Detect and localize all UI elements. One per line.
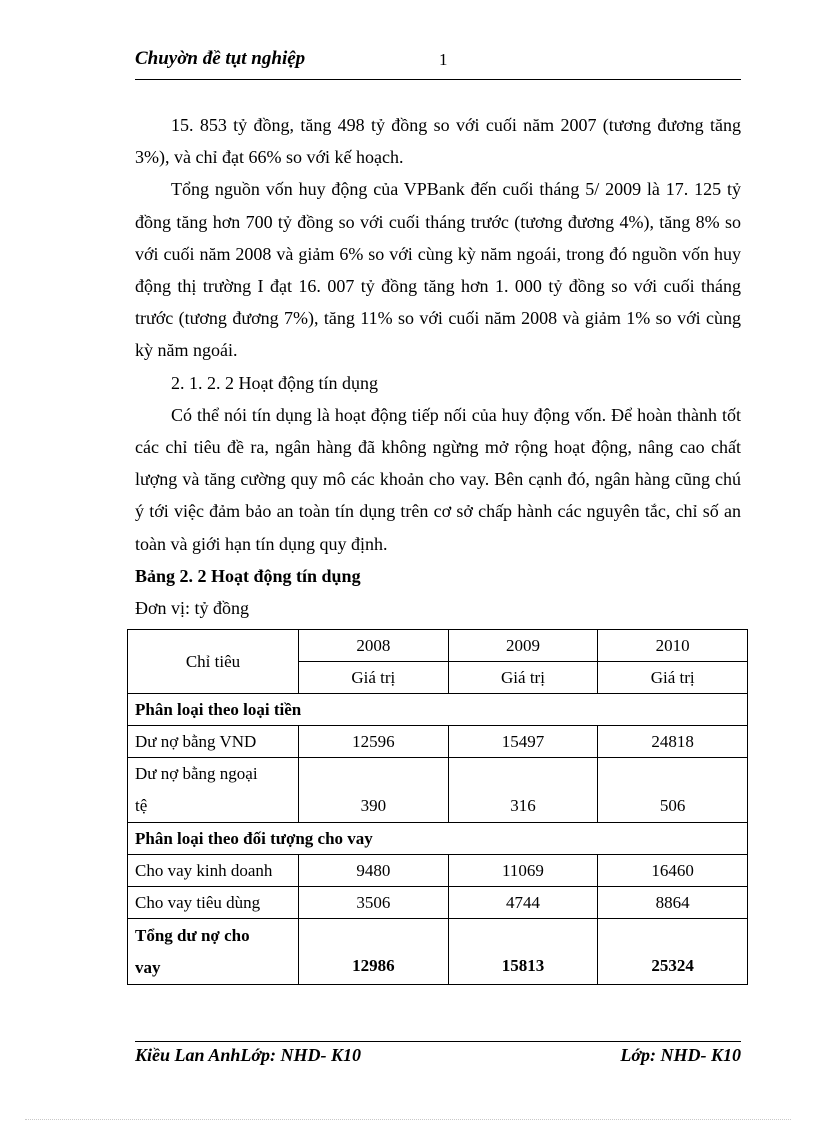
cell-value: 16460 (598, 855, 748, 887)
table-unit: Đơn vị: tỷ đồng (135, 598, 250, 619)
header-divider (135, 79, 741, 80)
cell-value: 390 (299, 758, 449, 823)
footer-divider (135, 1041, 741, 1042)
header-title: Chuyờn đề tụt nghiệp (135, 48, 306, 69)
footer-author: Kiều Lan AnhLớp: NHD- K10 (135, 1045, 362, 1065)
row-label: Cho vay kinh doanh (128, 855, 299, 887)
page-header (135, 46, 741, 76)
footer-class: Lớp: NHD- K10 (620, 1045, 741, 1065)
page-edge (25, 1119, 791, 1120)
header-indicator: Chỉ tiêu (128, 630, 299, 694)
section-currency: Phân loại theo loại tiền (128, 694, 748, 726)
cell-value: 316 (448, 758, 598, 823)
section-borrower: Phân loại theo đối tượng cho vay (128, 823, 748, 855)
paragraph-3: Có thể nói tín dụng là hoạt động tiếp nối của huy động vốn. Để hoàn thành tốt các chỉ tiêu đề ra, ngân hàng đã không ngừng mở rộng hoạt động, nâng cao chất lượng và tăng cường quy mô các khoản cho vay. Bên cạnh đó, ngân hàng cũng chú ý tới việc đảm bảo an toàn tín dụng trên cơ sở chấp hành các nguyên tắc, chỉ số an toàn và giới hạn tín dụng quy định. (135, 404, 741, 554)
year-2009: 2009 (448, 630, 598, 662)
row-label (128, 758, 299, 823)
cell-value: 15813 (448, 919, 598, 985)
cell-value: 25324 (598, 919, 748, 985)
section-heading: 2. 1. 2. 2 Hoạt động tín dụng (171, 372, 378, 393)
cell-value: 8864 (598, 887, 748, 919)
paragraph-1: 15. 853 tỷ đồng, tăng 498 tỷ đồng so với cuối năm 2007 (tương đương tăng 3%), và chỉ đạt 66% so với kế hoạch. (135, 115, 741, 168)
year-2008: 2008 (299, 630, 449, 662)
row-label: Cho vay tiêu dùng (128, 887, 299, 919)
cell-value: 506 (598, 758, 748, 823)
year-2010: 2010 (598, 630, 748, 662)
row-label-line2: vay (135, 957, 161, 977)
value-label-2008: Giá trị (299, 662, 449, 694)
table-row (128, 887, 748, 919)
table-caption: Bảng 2. 2 Hoạt động tín dụng (135, 565, 361, 586)
cell-value: 11069 (448, 855, 598, 887)
value-label-2009: Giá trị (448, 662, 598, 694)
row-label-line1: Tổng dư nợ cho (135, 925, 250, 945)
cell-value: 4744 (448, 887, 598, 919)
cell-value: 12596 (299, 726, 449, 758)
paragraph-2: Tổng nguồn vốn huy động của VPBank đến cuối tháng 5/ 2009 là 17. 125 tỷ đồng tăng hơn 700 tỷ đồng so với cuối tháng trước (tương đương 4%), tăng 8% so với cuối năm 2008 và giảm 6% so với cùng kỳ năm ngoái, trong đó nguồn vốn huy động thị trường I đạt 16. 007 tỷ đồng tăng hơn 1. 000 tỷ đồng so với cuối tháng trước (tương đương 7%), tăng 11% so với cuối năm 2008 và giảm 1% so với cùng kỳ năm ngoái. (135, 179, 741, 361)
table-row-total (128, 919, 748, 985)
table-row (128, 855, 748, 887)
row-label: Dư nợ bằng VND (128, 726, 299, 758)
cell-value: 24818 (598, 726, 748, 758)
document-body (135, 109, 741, 624)
cell-value: 15497 (448, 726, 598, 758)
row-label-line2: tệ (135, 796, 148, 815)
table-row (128, 726, 748, 758)
cell-value: 9480 (299, 855, 449, 887)
row-label (128, 919, 299, 985)
row-label-line1: Dư nợ bằng ngoại (135, 764, 258, 783)
cell-value: 3506 (299, 887, 449, 919)
table-row (128, 758, 748, 823)
credit-activity-table (127, 629, 748, 985)
value-label-2010: Giá trị (598, 662, 748, 694)
page-number: 1 (439, 50, 448, 69)
table-cutoff-mask (120, 985, 760, 1025)
cell-value: 12986 (299, 919, 449, 985)
